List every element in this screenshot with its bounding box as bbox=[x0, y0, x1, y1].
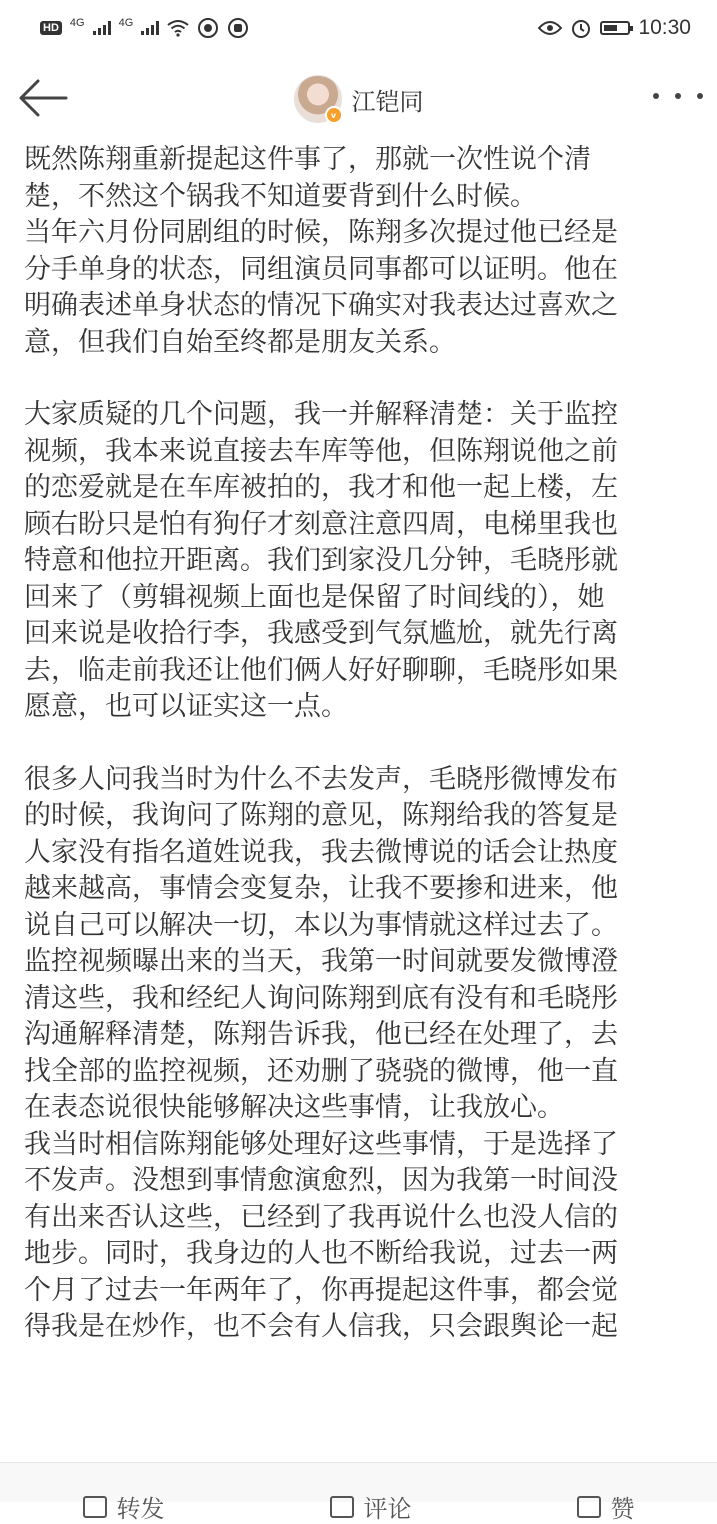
comment-button[interactable] bbox=[330, 1463, 412, 1524]
location-icon bbox=[197, 17, 219, 39]
comment-icon bbox=[330, 1496, 354, 1518]
signal-icon bbox=[93, 21, 111, 35]
thumbs-up-icon bbox=[577, 1496, 601, 1518]
top-nav-bar bbox=[0, 56, 717, 142]
status-bar bbox=[0, 0, 717, 56]
network-type-label-2: 4G bbox=[118, 17, 134, 29]
avatar[interactable] bbox=[294, 75, 342, 123]
paragraph-gap bbox=[24, 361, 699, 397]
nav-title[interactable]: 江铠同 bbox=[351, 87, 424, 116]
status-left bbox=[40, 17, 249, 39]
alarm-icon bbox=[570, 17, 592, 39]
paragraph-gap bbox=[24, 726, 699, 762]
signal-icon-2 bbox=[141, 21, 159, 35]
back-arrow-icon[interactable] bbox=[18, 78, 70, 118]
repost-button[interactable] bbox=[83, 1463, 165, 1524]
post-paragraph-2: 大家质疑的几个问题，我一并解释清楚：关于监控 视频，我本来说直接去车库等他，但陈翔说他之前 的恋爱就是在车库被拍的，我才和他一起上楼，左 顾右盼只是怕有狗仔才刻意注意四周，电梯里我也 特意和他拉开距离。我们到家没几分钟，毛晓彤就 回来了（剪辑视频上面也是保留了时间线的），她 回来说是收拾行李，我感受到气氛尴尬，就先行离 去，临走前我还让他们俩人好好聊聊，毛晓彤如果 愿意，也可以证实这一点。 bbox=[24, 399, 618, 722]
wifi-icon bbox=[167, 19, 189, 37]
network-type-label: 4G bbox=[69, 17, 85, 29]
hand-icon bbox=[227, 17, 249, 39]
hd-icon: HD bbox=[40, 21, 62, 35]
post-paragraph-3: 很多人问我当时为什么不去发声，毛晓彤微博发布 的时候，我询问了陈翔的意见，陈翔给我的答复是 人家没有指名道姓说我，我去微博说的话会让热度 越来越高，事情会变复杂，让我不要掺和进来，他 说自己可以解决一切，本以为事情就这样过去了。 监控视频曝出来的当天，我第一时间就要发微博澄 清这些，我和经纪人询问陈翔到底有没有和毛晓彤 沟通解释清楚，陈翔告诉我，他已经在处理了，去 找全部的监控视频，还劝删了骁骁的微博，他一直 在表态说很快能够解决这些事情，让我放心。 我当时相信陈翔能够处理好这些事情，于是选择了 不发声。没想到事情愈演愈烈，因为我第一时间没 有出来否认这些，已经到了我再说什么也没人信的 地步。同时，我身边的人也不断给我说，过去一两 个月了过去一年两年了，你再提起这件事，都会觉 得我是在炒作，也不会有人信我，只会跟舆论一起 bbox=[24, 763, 618, 1342]
repost-icon bbox=[83, 1496, 107, 1518]
post-content bbox=[24, 142, 699, 1346]
status-right bbox=[538, 16, 691, 40]
more-dots-icon[interactable] bbox=[653, 86, 703, 106]
post-paragraph-1: 既然陈翔重新提起这件事了，那就一次性说个清 楚，不然这个锅我不知道要背到什么时候。 当年六月份同剧组的时候，陈翔多次提过他已经是 分手单身的状态，同组演员同事都可以证明。他在 明确表述单身状态的情况下确实对我表达过喜欢之 意，但我们自始至终都是朋友关系。 bbox=[24, 144, 618, 358]
battery-level bbox=[604, 25, 617, 31]
clock-time: 10:30 bbox=[638, 16, 691, 39]
bottom-action-bar bbox=[0, 1462, 717, 1523]
eye-icon bbox=[538, 20, 562, 36]
verified-badge-icon: v bbox=[325, 106, 343, 124]
comment-label: 评论 bbox=[363, 1495, 412, 1523]
repost-label: 转发 bbox=[116, 1495, 165, 1523]
like-label: 赞 bbox=[610, 1495, 635, 1523]
battery-icon bbox=[600, 21, 630, 35]
like-button[interactable] bbox=[577, 1463, 635, 1524]
nav-title-group[interactable] bbox=[294, 75, 424, 123]
